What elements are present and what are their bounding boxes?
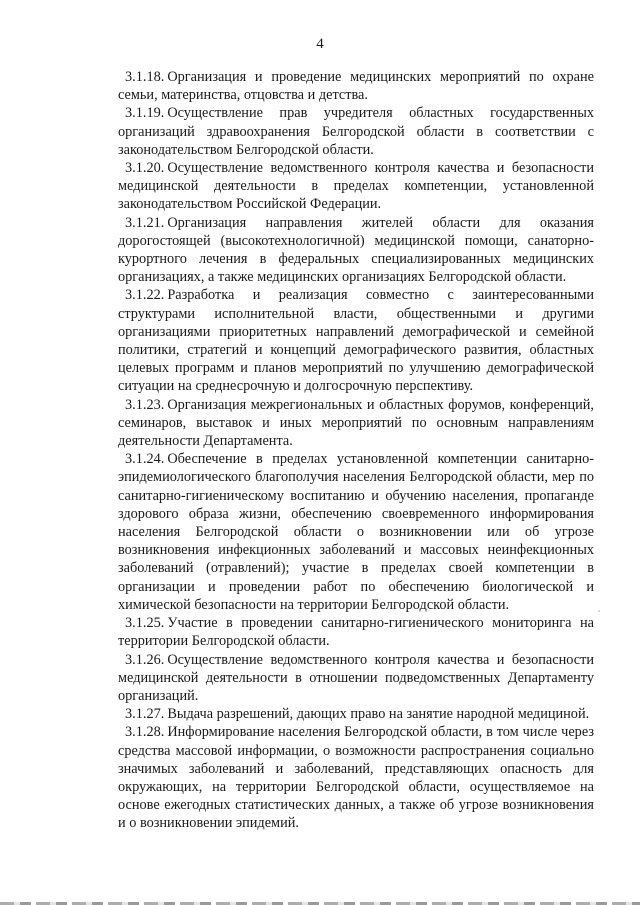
paragraph-text: Осуществление прав учредителя областных государственных организаций здравоохранения Белгородской области в соответствии с законодательством Белгородской области. — [118, 105, 594, 158]
paragraph-number: 3.1.24. — [125, 451, 165, 468]
paragraph-text: Организация направления жителей области для оказания дорогостоящей (высокотехнологичной) медицинской помощи, санаторно-курортного лечения в федеральных специализированных медицинских организациях, а также медицинских организациях Белгородской области. — [118, 214, 594, 286]
paragraph-text: Осуществление ведомственного контроля качества и безопасности медицинской деятельности в пределах компетенции, установленной законодательством Российской Федерации. — [118, 160, 594, 213]
paragraph-3-1-24 — [118, 450, 594, 614]
document-body — [118, 68, 594, 833]
paragraph-number: 3.1.27. — [125, 706, 165, 723]
paragraph-3-1-21 — [118, 214, 594, 287]
paragraph-text: Информирование населения Белгородской области, в том числе через средства массовой информации, о возможности распространения социально значимых заболеваний и заболеваний, представляющих опасность для окружающих, на территории Белгородской области, осуществляемое на основе ежегодных статистических данных, а также об угрозе возникновения и о возникновении эпидемий. — [118, 724, 594, 832]
paragraph-number: 3.1.23. — [125, 396, 165, 413]
paragraph-number: 3.1.26. — [125, 651, 165, 668]
paragraph-number: 3.1.19. — [125, 105, 165, 122]
paragraph-3-1-18 — [118, 68, 594, 104]
paragraph-number: 3.1.25. — [125, 615, 165, 632]
paragraph-number: 3.1.22. — [125, 287, 165, 304]
paragraph-text: Участие в проведении санитарно-гигиенического мониторинга на территории Белгородской области. — [118, 615, 594, 650]
paragraph-number: 3.1.18. — [125, 69, 165, 85]
paragraph-number: 3.1.28. — [125, 724, 165, 741]
paragraph-3-1-22 — [118, 286, 594, 395]
paragraph-text: Разработка и реализация совместно с заинтересованными структурами исполнительной власти, общественными и другими организациями приоритетных направлений демографической и семейной политики, стратегий и концепций демографического развития, областных целевых программ и планов мероприятий по улучшению демографической ситуации на среднесрочную и долгосрочную перспективу. — [118, 287, 594, 395]
paragraph-3-1-28 — [118, 723, 594, 832]
paragraph-3-1-27 — [118, 705, 594, 723]
paragraph-3-1-23 — [118, 396, 594, 451]
paragraph-number: 3.1.21. — [125, 214, 165, 231]
paragraph-text: Выдача разрешений, дающих право на занятие народной медициной. — [167, 706, 590, 723]
paragraph-text: Организация и проведение медицинских мероприятий по охране семьи, материнства, отцовства и детства. — [118, 69, 594, 104]
paragraph-3-1-20 — [118, 159, 594, 214]
paragraph-number: 3.1.20. — [125, 160, 165, 177]
paragraph-3-1-26 — [118, 651, 594, 706]
paragraph-text: Осуществление ведомственного контроля качества и безопасности медицинской деятельности в отношении подведомственных Департаменту организаций. — [118, 651, 594, 704]
paragraph-3-1-19 — [118, 104, 594, 159]
paragraph-3-1-25 — [118, 614, 594, 650]
paragraph-text: Обеспечение в пределах установленной компетенции санитарно-эпидемиологического благополучия населения Белгородской области, мер по санитарно-гигиеническому воспитанию и обучению населения, пропаганде здорового образа жизни, обеспечению своевременного информирования населения Белгородской области о возникновении или об угрозе возникновения инфекционных заболеваний и массовых неинфекционных заболеваний (отравлений); участие в пределах своей компетенции в организации и проведении работ по обеспечению биологической и химической безопасности на территории Белгородской области. — [118, 451, 594, 613]
scan-speck — [598, 610, 600, 612]
page-number: 4 — [316, 36, 324, 52]
paragraph-text: Организация межрегиональных и областных форумов, конференций, семинаров, выставок и иных мероприятий по основным направлениям деятельности Департамента. — [118, 396, 594, 450]
